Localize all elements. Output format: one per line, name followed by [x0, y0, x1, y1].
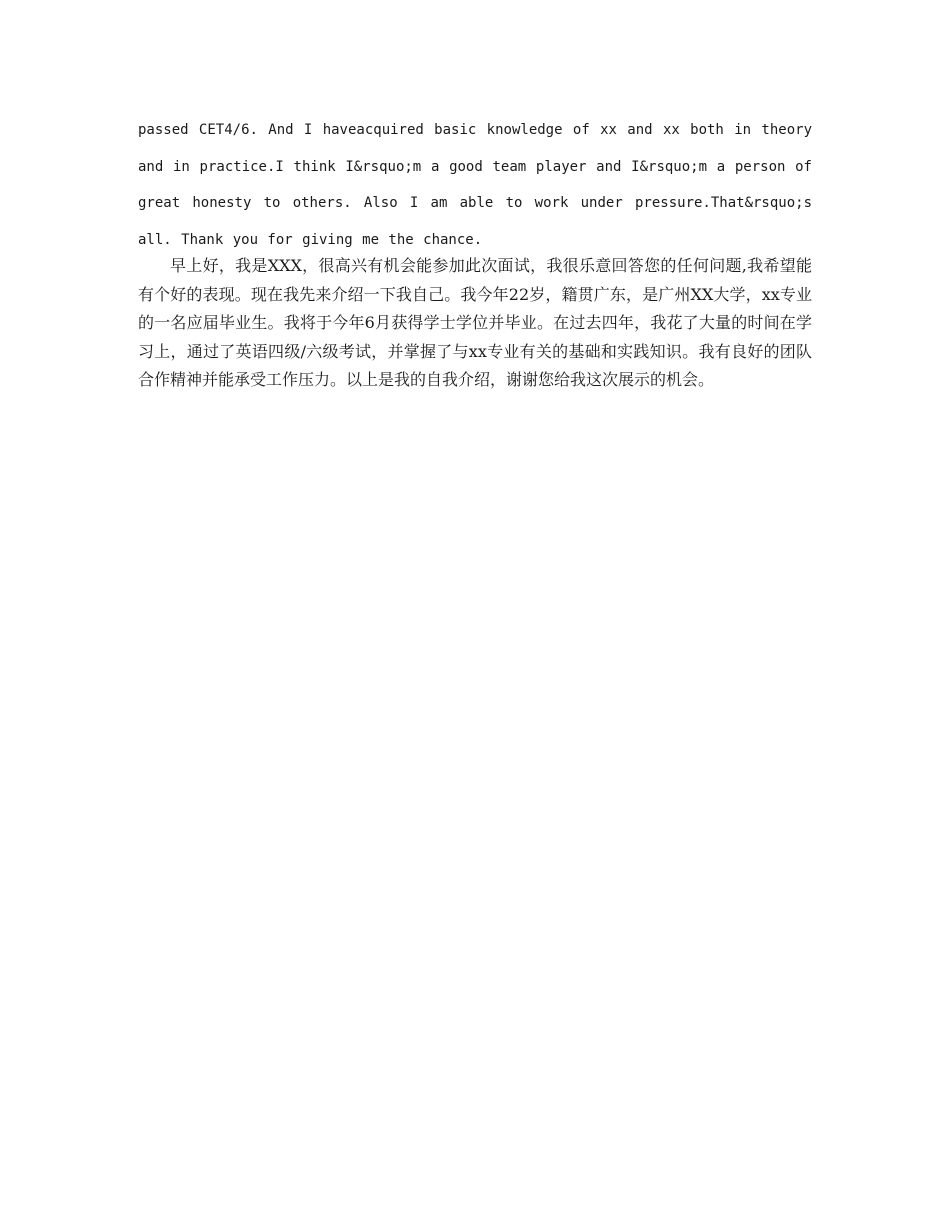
- document-body: [138, 112, 812, 395]
- english-paragraph: passed CET4/6. And I haveacquired basic knowledge of xx and xx both in theory and in practice.I think I&rsquo;m a good team player and I&rsquo;m a person of great honesty to others. Also I am able to work under pressure.That&rsquo;s all. Thank you for giving me the chance.: [138, 122, 812, 248]
- chinese-paragraph: 早上好，我是XXX，很高兴有机会能参加此次面试，我很乐意回答您的任何问题,我希望能有个好的表现。现在我先来介绍一下我自己。我今年22岁，籍贯广东，是广州XX大学，xx专业的一名应届毕业生。我将于今年6月获得学士学位并毕业。在过去四年，我花了大量的时间在学习上，通过了英语四级/六级考试，并掌握了与xx专业有关的基础和实践知识。我有良好的团队合作精神并能承受工作压力。以上是我的自我介绍，谢谢您给我这次展示的机会。: [138, 256, 812, 390]
